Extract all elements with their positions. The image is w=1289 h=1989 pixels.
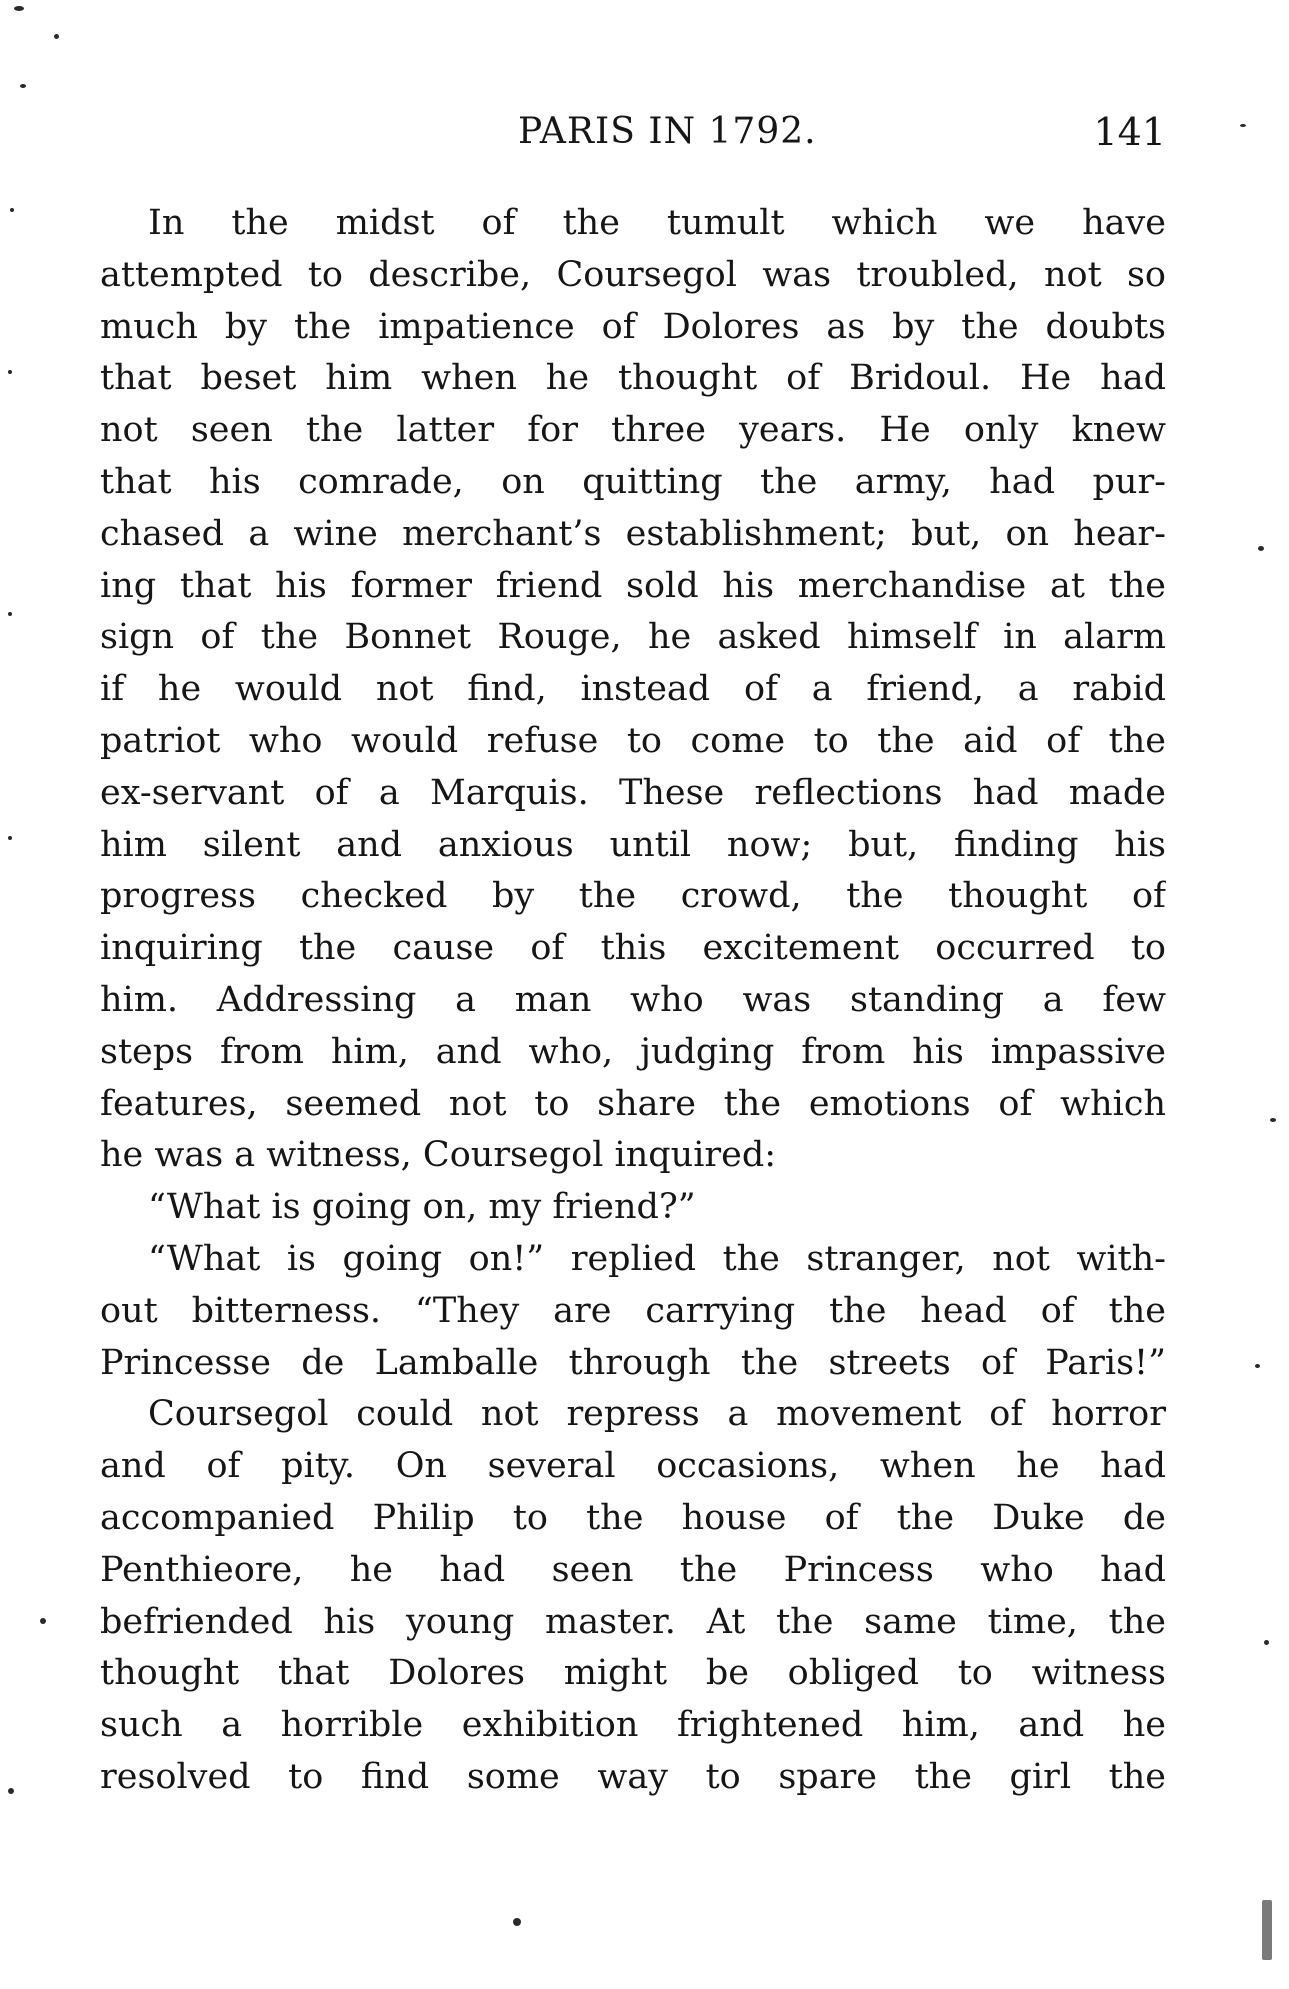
scan-speck bbox=[1255, 1364, 1260, 1368]
scan-speck bbox=[513, 1918, 521, 1926]
scan-speck bbox=[54, 34, 59, 39]
text-line: inquiring the cause of this excitement occurred to bbox=[100, 928, 1166, 969]
text-line: him silent and anxious until now; but, finding his bbox=[100, 824, 1166, 865]
scan-speck bbox=[8, 370, 12, 374]
text-line: such a horrible exhibition frightened him, and he bbox=[100, 1705, 1166, 1746]
text-line: him. Addressing a man who was standing a few bbox=[100, 979, 1166, 1020]
scan-speck bbox=[1240, 124, 1246, 127]
text-line: In the midst of the tumult which we have bbox=[148, 203, 1166, 243]
text-line: he was a witness, Coursegol inquired: bbox=[100, 1135, 777, 1176]
text-line: out bitterness. “They are carrying the head of the bbox=[100, 1290, 1166, 1331]
page-header bbox=[100, 106, 1166, 158]
text-line: patriot who would refuse to come to the aid of the bbox=[100, 720, 1166, 761]
page-number: 141 bbox=[1093, 110, 1166, 154]
text-line: Coursegol could not repress a movement of horror bbox=[148, 1394, 1166, 1435]
text-line: Penthieore, he had seen the Princess who had bbox=[100, 1549, 1166, 1590]
scan-speck bbox=[8, 836, 12, 840]
text-line: if he would not find, instead of a friend, a rabid bbox=[100, 669, 1166, 710]
scan-speck bbox=[1264, 1640, 1269, 1645]
text-line: that his comrade, on quitting the army, had pur- bbox=[100, 461, 1166, 502]
text-line: features, seemed not to share the emotions of which bbox=[100, 1083, 1166, 1124]
text-line: thought that Dolores might be obliged to witness bbox=[100, 1653, 1166, 1694]
text-line: much by the impatience of Dolores as by the doubts bbox=[100, 306, 1166, 347]
text-line: ing that his former friend sold his merchandise at the bbox=[100, 565, 1166, 606]
text-line: steps from him, and who, judging from his impassive bbox=[100, 1031, 1166, 1072]
text-line: Princesse de Lamballe through the streets of Paris!” bbox=[100, 1342, 1166, 1383]
scan-speck bbox=[10, 208, 14, 212]
text-line: attempted to describe, Coursegol was troubled, not so bbox=[100, 254, 1166, 295]
scan-speck bbox=[1262, 1900, 1272, 1960]
text-line: “What is going on!” replied the stranger, not with- bbox=[148, 1238, 1166, 1279]
scan-speck bbox=[8, 612, 12, 616]
text-line: accompanied Philip to the house of the Duke de bbox=[100, 1497, 1166, 1538]
text-line: “What is going on, my friend?” bbox=[148, 1187, 696, 1228]
text-line: befriended his young master. At the same time, the bbox=[100, 1601, 1166, 1642]
scan-speck bbox=[8, 1788, 14, 1794]
text-line: ex-servant of a Marquis. These reflections had made bbox=[100, 772, 1166, 813]
running-title: PARIS IN 1792. bbox=[518, 111, 817, 152]
text-line: sign of the Bonnet Rouge, he asked himself in alarm bbox=[100, 617, 1166, 658]
scan-speck bbox=[14, 6, 24, 11]
text-line: not seen the latter for three years. He only knew bbox=[100, 410, 1166, 451]
scan-speck bbox=[1258, 546, 1264, 551]
text-line: progress checked by the crowd, the thought of bbox=[100, 876, 1166, 917]
text-line: that beset him when he thought of Bridoul. He had bbox=[100, 358, 1166, 399]
scan-speck bbox=[40, 1618, 46, 1624]
scan-speck bbox=[1270, 1118, 1276, 1122]
text-line: and of pity. On several occasions, when he had bbox=[100, 1446, 1166, 1487]
text-line: chased a wine merchant’s establishment; but, on hear- bbox=[100, 513, 1166, 554]
body-text bbox=[100, 198, 1166, 1804]
text-line: resolved to find some way to spare the girl the bbox=[100, 1756, 1166, 1797]
scan-speck bbox=[20, 84, 26, 88]
